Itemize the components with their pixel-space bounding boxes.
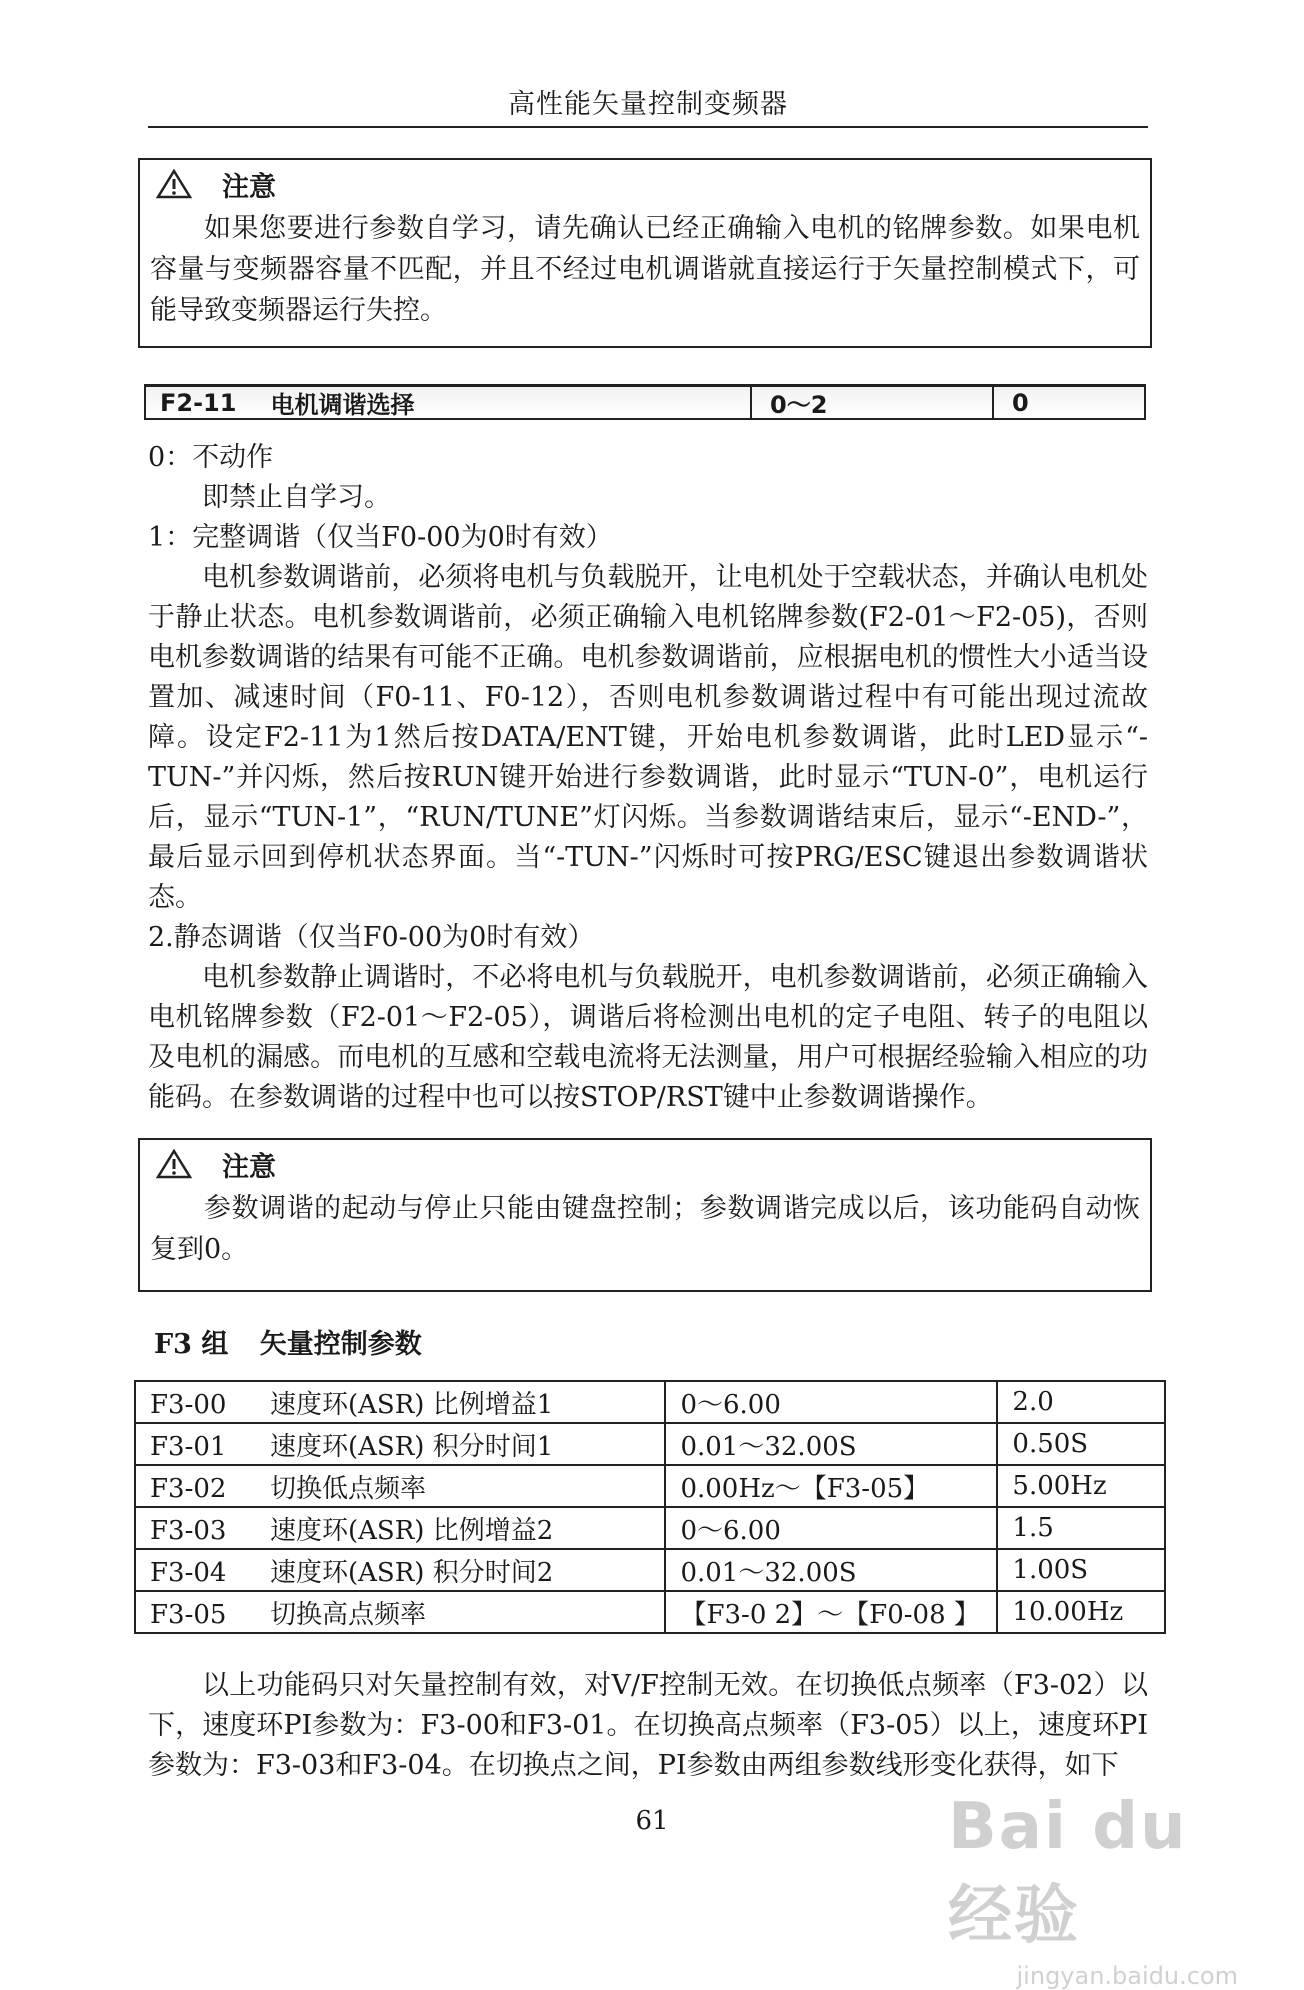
table-row xyxy=(135,1507,1165,1549)
header-rule xyxy=(148,126,1148,128)
row-default: 10.00Hz xyxy=(997,1591,1165,1633)
row-name: 速度环(ASR) 比例增益2 xyxy=(270,1515,554,1546)
row-range: 0.00Hz～【F3-05】 xyxy=(665,1465,997,1507)
row-code: F3-03 xyxy=(150,1515,227,1546)
param-code: F2-11 xyxy=(160,388,237,417)
row-default: 1.5 xyxy=(997,1507,1165,1549)
section-group: F3 组 xyxy=(154,1329,229,1360)
row-range: 【F3-0 2】～【F0-08 】 xyxy=(665,1591,997,1633)
note-body: 如果您要进行参数自学习，请先确认已经正确输入电机的铭牌参数。如果电机容量与变频器容量不匹配，并且不经过电机调谐就直接运行于矢量控制模式下，可能导致变频器运行失控。 xyxy=(150,213,1140,326)
row-name: 切换低点频率 xyxy=(270,1473,427,1504)
row-code: F3-04 xyxy=(150,1557,227,1588)
options-section xyxy=(148,438,1148,1118)
row-name: 速度环(ASR) 比例增益1 xyxy=(270,1389,554,1420)
row-name: 切换高点频率 xyxy=(270,1599,427,1630)
note-header xyxy=(140,160,1150,208)
note-title: 注意 xyxy=(222,171,276,203)
option-0-desc: 即禁止自学习。 xyxy=(202,482,391,513)
row-code: F3-00 xyxy=(150,1389,227,1420)
warning-icon xyxy=(156,169,192,199)
row-default: 0.50S xyxy=(997,1423,1165,1465)
note-box-2 xyxy=(138,1138,1152,1292)
option-2-desc: 电机参数静止调谐时，不必将电机与负载脱开，电机参数调谐前，必须正确输入电机铭牌参数（F2-01～F2-05），调谐后将检测出电机的定子电阻、转子的电阻以及电机的漏感。而电机的互感和空载电流将无法测量，用户可根据经验输入相应的功能码。在参数调谐的过程中也可以按STOP/RST键中止参数调谐操作。 xyxy=(148,962,1148,1113)
table-row xyxy=(135,1591,1165,1633)
table-row xyxy=(135,1423,1165,1465)
f3-parameter-table xyxy=(134,1380,1166,1634)
row-default: 2.0 xyxy=(997,1381,1165,1423)
note-box-1 xyxy=(138,158,1152,348)
row-range: 0.01～32.00S xyxy=(665,1423,997,1465)
table-row xyxy=(135,1465,1165,1507)
row-code: F3-02 xyxy=(150,1473,227,1504)
baidu-watermark xyxy=(948,1790,1248,1990)
param-default: 0 xyxy=(1012,388,1029,417)
page-number: 61 xyxy=(635,1806,669,1836)
option-1-desc: 电机参数调谐前，必须将电机与负载脱开，让电机处于空载状态，并确认电机处于静止状态。电机参数调谐前，必须正确输入电机铭牌参数(F2-01～F2-05)，否则电机参数调谐的结果有可能不正确。电机参数调谐前，应根据电机的惯性大小适当设置加、减速时间（F0-11、F0-12），否则电机参数调谐过程中有可能出现过流故障。设定F2-11为1然后按DATA/ENT键，开始电机参数调谐，此时LED显示“-TUN-”并闪烁，然后按RUN键开始进行参数调谐，此时显示“TUN-0”，电机运行后，显示“TUN-1”，“RUN/TUNE”灯闪烁。当参数调谐结束后，显示“-END-”，最后显示回到停机状态界面。当“-TUN-”闪烁时可按PRG/ESC键退出参数调谐状态。 xyxy=(148,562,1148,913)
section-title xyxy=(154,1322,444,1361)
note-title: 注意 xyxy=(222,1151,276,1183)
section-name: 矢量控制参数 xyxy=(259,1329,422,1360)
row-code: F3-05 xyxy=(150,1599,227,1630)
row-default: 5.00Hz xyxy=(997,1465,1165,1507)
watermark-logo: Bai du 经验 xyxy=(948,1790,1188,1953)
row-range: 0～6.00 xyxy=(665,1381,997,1423)
footer-text: 以上功能码只对矢量控制有效，对V/F控制无效。在切换低点频率（F3-02）以下，速度环PI参数为：F3-00和F3-01。在切换高点频率（F3-05）以上，速度环PI参数为：F3-03和F3-04。在切换点之间，PI参数由两组参数线形变化获得，如下 xyxy=(148,1670,1148,1781)
table-row xyxy=(135,1549,1165,1591)
page-header-title: 高性能矢量控制变频器 xyxy=(508,89,788,120)
warning-icon xyxy=(156,1149,192,1179)
row-name: 速度环(ASR) 积分时间1 xyxy=(270,1431,554,1462)
row-range: 0.01～32.00S xyxy=(665,1549,997,1591)
note-header xyxy=(140,1140,1150,1188)
table-row xyxy=(135,1381,1165,1423)
param-header-row xyxy=(144,384,1146,420)
note-body: 参数调谐的起动与停止只能由键盘控制；参数调谐完成以后，该功能码自动恢复到0。 xyxy=(150,1193,1140,1265)
watermark-url: jingyan.baidu.com xyxy=(1016,1962,1238,1990)
option-1-label: 1：完整调谐（仅当F0-00为0时有效） xyxy=(148,522,613,553)
footer-paragraph xyxy=(148,1666,1148,1786)
option-2-label: 2.静态调谐（仅当F0-00为0时有效） xyxy=(148,922,595,953)
option-0-label: 0：不动作 xyxy=(148,442,274,473)
row-default: 1.00S xyxy=(997,1549,1165,1591)
row-range: 0～6.00 xyxy=(665,1507,997,1549)
row-name: 速度环(ASR) 积分时间2 xyxy=(270,1557,554,1588)
row-code: F3-01 xyxy=(150,1431,227,1462)
param-name: 电机调谐选择 xyxy=(270,391,415,419)
param-range: 0～2 xyxy=(752,387,994,418)
